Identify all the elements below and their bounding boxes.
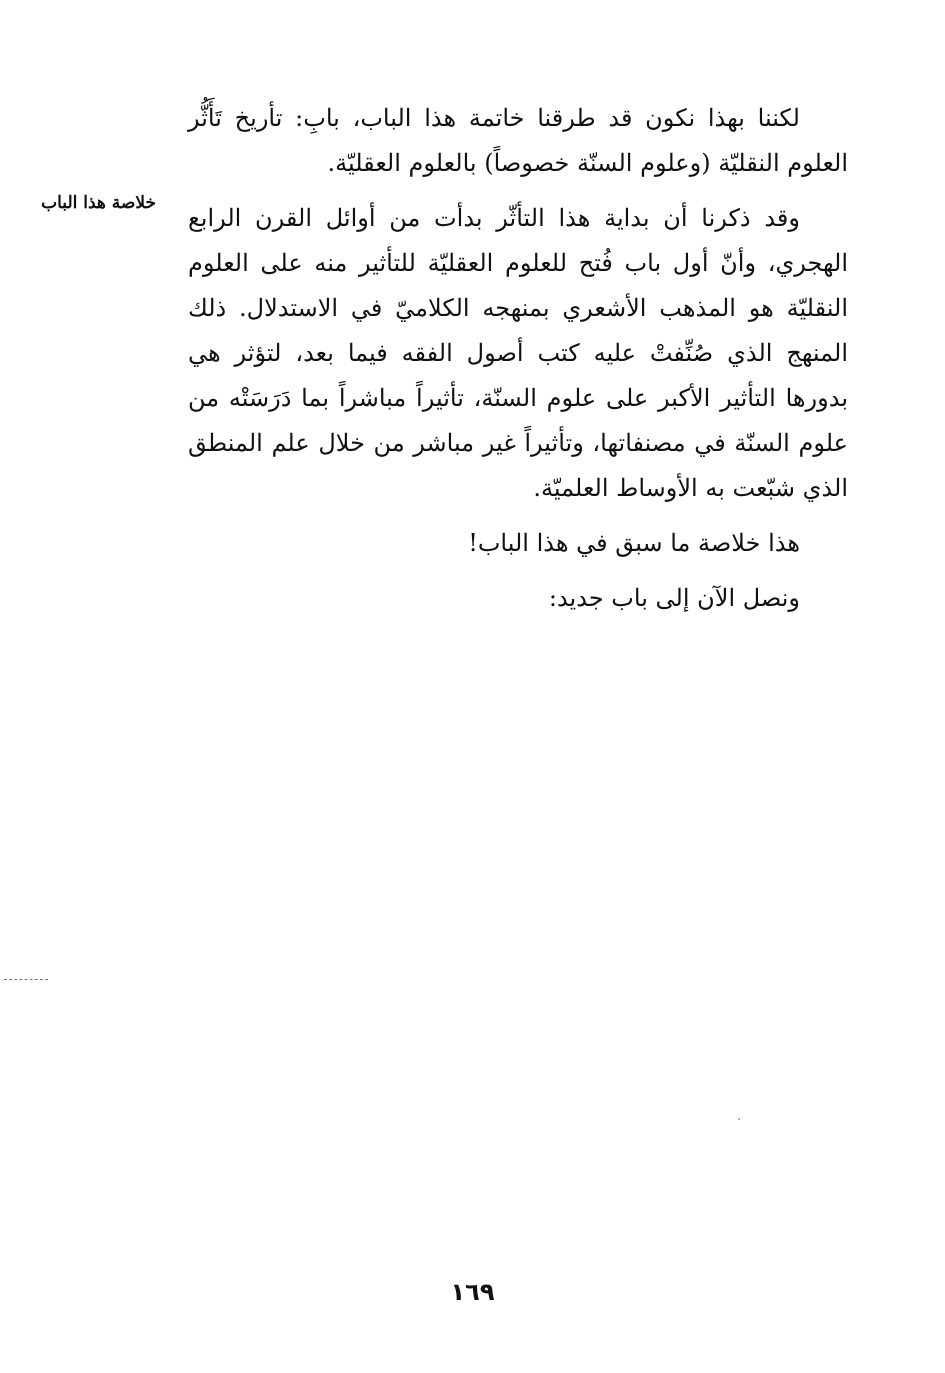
paragraph-summary-end: هذا خلاصة ما سبق في هذا الباب! [468, 529, 800, 557]
paragraph-next-chapter: ونصل الآن إلى باب جديد: [548, 584, 800, 612]
paragraph-chapter-closing: لكننا بهذا نكون قد طرقنا خاتمة هذا الباب، بابِ: تأريخ تَأَثُّر العلوم النقليّة (وعلوم السنّة خصوصاً) بالعلوم العقليّة. [188, 104, 848, 177]
body-text [188, 96, 848, 621]
page-number: ١٦٩ [450, 1278, 495, 1306]
margin-note: خلاصة هذا الباب [41, 193, 156, 213]
paragraph-summary: وقد ذكرنا أن بداية هذا التأثّر بدأت من أوائل القرن الرابع الهجري، وأنّ أول باب فُتح للعلوم العقليّة للتأثير منه على العلوم النقليّة هو المذهب الأشعري بمنهجه الكلاميّ في الاستدلال. ذلك المنهج الذي صُنِّفتْ عليه كتب أصول الفقه فيما بعد، لتؤثر هي بدورها التأثير الأكبر على علوم السنّة، تأثيراً مباشراً بما دَرَسَتْه من علوم السنّة في مصنفاتها، وتأثيراً غير مباشر من خلال علم المنطق الذي شبّعت به الأوساط العلميّة. [188, 204, 848, 502]
scan-artifact-line [4, 979, 48, 980]
scan-artifact-dot [738, 1118, 740, 1120]
